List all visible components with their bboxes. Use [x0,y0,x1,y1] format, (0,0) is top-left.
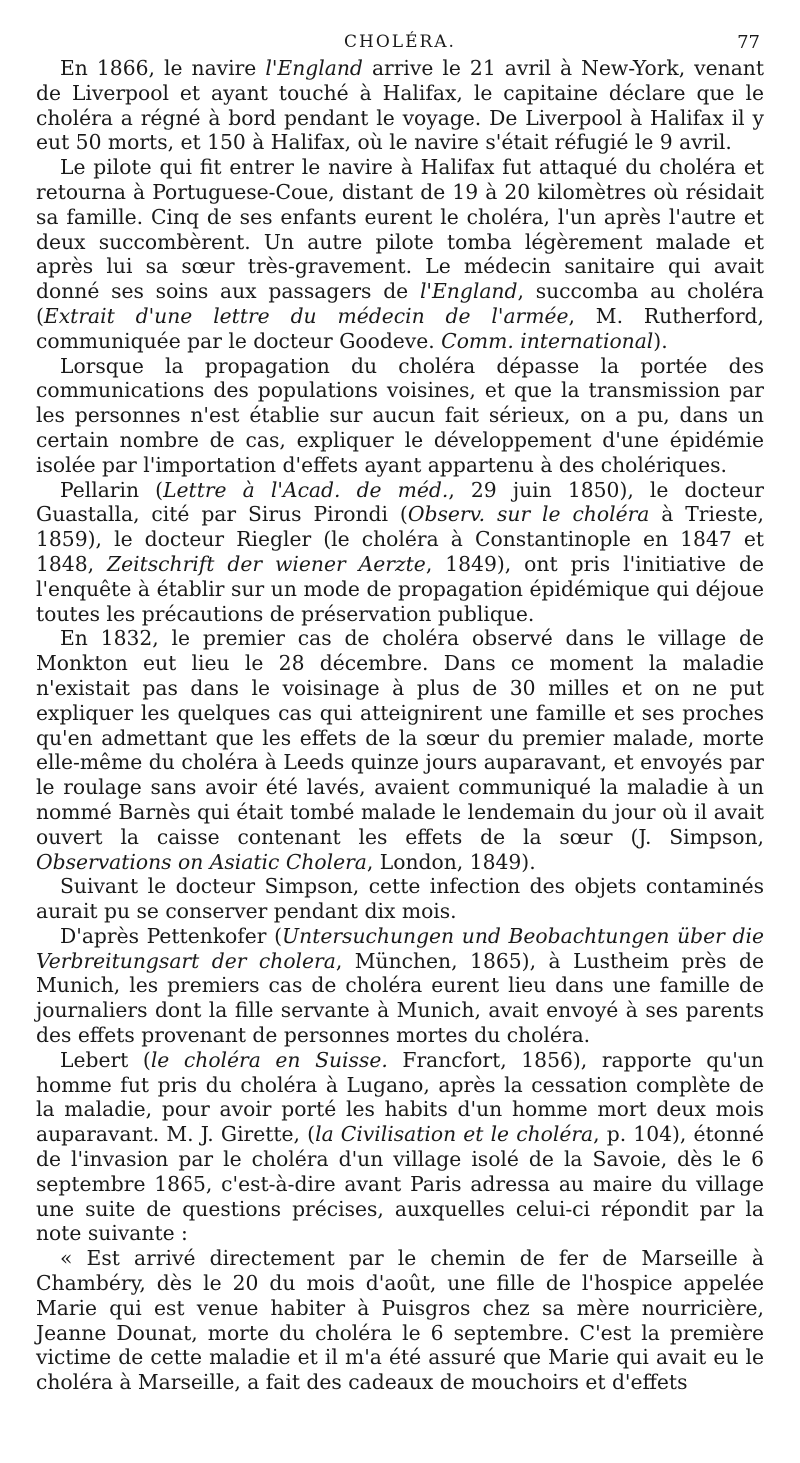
text-run: , p. 104), étonné de l'invasion par le choléra d'un village isolé de la Savoie, dès le 6 septembre 1865, c'est-à-dire avant Paris adressa au maire du village une suite de questions précises, auxquelles celui-ci répondit par la note suivante : [36,1122,764,1246]
text-run: Suivant le docteur Simpson, cette infection des objets contaminés aurait pu se conserver pendant dix mois. [36,874,764,924]
text-run: , succomba au choléra ( [36,279,764,328]
text-run: Lebert ( [60,1047,151,1072]
paragraph-1 [36,56,764,155]
text-run: Francfort, 1856), rapporte qu'un homme fut pris du choléra à Lugano, après la cessation complète de la maladie, pour avoir porté les habits d'un homme mort deux mois auparavant. M. J. Girette, ( [36,1047,764,1147]
paragraph-9 [36,1246,764,1395]
text-run: , London, 1849). [366,849,536,874]
italic-run: Observ. sur le choléra [407,502,650,527]
text-run: Pellarin ( [60,477,164,502]
text-run: En 1866, le navire [60,56,266,80]
paragraph-5 [36,626,764,874]
text-run: D'après Pettenkofer ( [60,923,283,948]
paragraph-8 [36,1048,764,1246]
italic-run: le choléra en Suisse. [150,1047,388,1072]
text-run: Lorsque la propagation du choléra dépasse la portée des communications des populations voisines, et que la transmission par les personnes n'est établie sur aucun fait sérieux, on a pu, dans un certain nombre de cas, expliquer le développement d'une épidémie isolée par l'importation d'effets ayant appartenu à des cholériques. [36,353,764,477]
page-number: 77 [737,32,760,53]
text-run: Le pilote qui fit entrer le navire à Halifax fut attaqué du choléra et retourna à Portuguese-Coue, distant de 19 à 20 kilomètres où résidait sa famille. Cinq de ses enfants eurent le choléra, l'un après l'autre et deux succombèrent. Un autre pilote tomba légèrement malade et après lui sa sœur très-gravement. Le médecin sanitaire qui avait donné ses soins aux passagers de [36,155,764,304]
text-run: ). [653,328,668,353]
body-text [36,56,764,1395]
text-run: à Trieste, 1859), le docteur Riegler (le choléra à Constantinople en 1847 et 1848, [36,502,764,576]
page-header [36,26,764,56]
italic-run: la Civilisation et le choléra [315,1122,594,1147]
text-run: En 1832, le premier cas de choléra observé dans le village de Monkton eut lieu le 28 décembre. Dans ce moment la maladie n'existait pas dans le voisinage à plus de 30 milles et on ne put expliquer les quelques cas qui atteignirent une famille et ses proches qu'en admettant que les effets de la sœur du premier malade, morte elle-même du choléra à Leeds quinze jours auparavant, et envoyés par le roulage sans avoir été lavés, avaient communiqué la maladie à un nommé Barnès qui était tombé malade le lendemain du jour où il avait ouvert la caisse contenant les effets de la sœur (J. Simpson, [36,626,764,849]
italic-run: Comm. international [441,328,654,353]
paragraph-7 [36,924,764,1048]
italic-run: l'England [265,56,363,80]
paragraph-2 [36,155,764,353]
italic-run: Extrait d'une lettre du médecin de l'armée [43,303,569,328]
italic-run: l'England [419,279,518,304]
running-title: CHOLÉRA. [344,32,456,52]
text-run: « Est arrivé directement par le chemin de fer de Marseille à Chambéry, dès le 20 du mois d'août, une fille de l'hospice appelée Marie qui est venue habiter à Puisgros chez sa mère nourricière, Jeanne Dounat, morte du choléra le 6 septembre. C'est la première victime de cette maladie et il m'a été assuré que Marie qui avait eu le choléra à Marseille, a fait des cadeaux de mouchoirs et d'effets [36,1246,764,1395]
italic-run: Zeitschrift der wiener Aerzte [107,551,426,576]
italic-run: Observations on Asiatic Cholera [36,849,367,874]
text-run: , 1849), ont pris l'initiative de l'enquête à établir sur un mode de propagation épidémique qui déjoue toutes les précautions de préservation publique. [36,551,764,626]
italic-run: Untersuchungen und Beobachtungen über die Verbreitungsart der cholera [36,923,764,973]
text-run: arrive le 21 avril à New-York, venant de Liverpool et ayant touché à Halifax, le capitaine déclare que le choléra a régné à bord pendant le voyage. De Liverpool à Halifax il y eut 50 morts, et 150 à Halifax, où le navire s'était réfugié le 9 avril. [36,56,764,155]
paragraph-3 [36,354,764,478]
text-run: , M. Rutherford, communiquée par le docteur Goodeve. [36,303,764,353]
paragraph-6 [36,874,764,924]
paragraph-4 [36,478,764,627]
text-run: , 29 juin 1850), le docteur Guastalla, cité par Sirus Pirondi ( [36,477,764,527]
text-run: , München, 1865), à Lustheim près de Munich, les premiers cas de choléra eurent lieu dans une famille de journaliers dont la fille servante à Munich, avait envoyé à ses parents des effets provenant de personnes mortes du choléra. [36,948,764,1048]
italic-run: Lettre à l'Acad. de méd. [163,477,449,502]
